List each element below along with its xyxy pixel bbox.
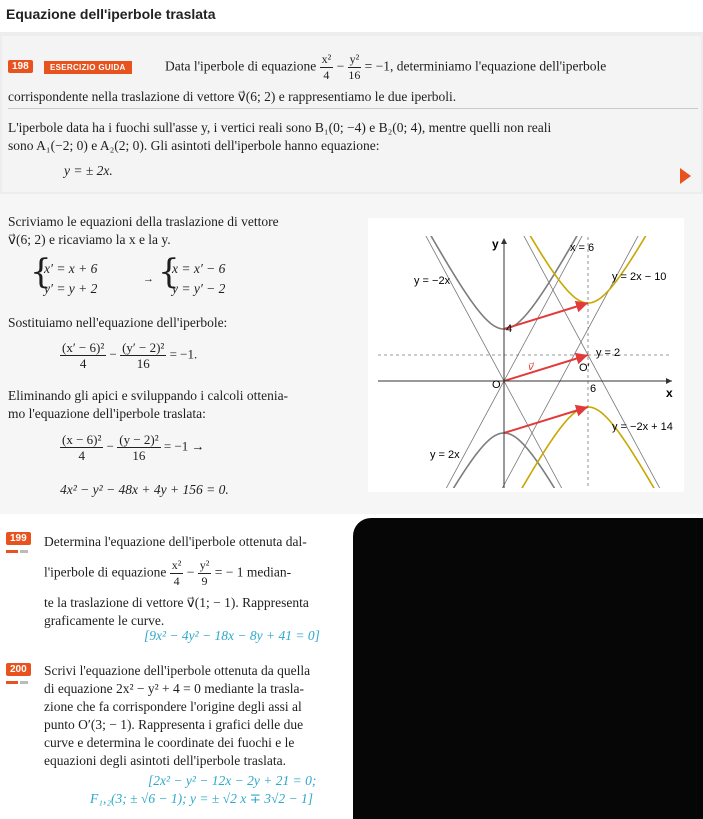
frac-den: 16	[132, 448, 146, 463]
difficulty-mark	[20, 681, 28, 684]
frac-num: (x − 6)²	[62, 432, 102, 447]
ex200-line2: di equazione 2x² − y² + 4 = 0 mediante la trasla-	[44, 681, 304, 696]
ex198-intro-a: Data l'iperbole di equazione	[165, 58, 317, 74]
solution-line1: Scriviamo le equazioni della traslazione di vettore	[8, 214, 279, 229]
minus-sign: −	[186, 564, 195, 580]
frac-den: 9	[201, 574, 208, 588]
eq2-rhs: = −1 →	[163, 438, 205, 454]
ex198-fraction-y	[348, 52, 362, 83]
eliminate-line1: Eliminando gli apici e sviluppando i calcoli ottenia-	[8, 388, 289, 403]
ex199-line4: graficamente le curve.	[44, 613, 165, 628]
system2-eq-b: y = y′ − 2	[172, 281, 226, 296]
ex200-line3: zione che fa corrispondere l'origine degli assi al	[44, 699, 302, 714]
fraction	[117, 432, 160, 463]
label-x6: x = 6	[570, 242, 595, 254]
frac-den: 4	[323, 68, 330, 82]
frac-den: 16	[136, 356, 150, 371]
label-origin: O	[492, 379, 501, 391]
ex199-line2-a: l'iperbole di equazione	[44, 564, 167, 580]
brace-left: {	[30, 252, 52, 292]
system1-eq-b: y′ = y + 2	[44, 281, 98, 296]
ex199-line2	[44, 558, 291, 589]
exercise-number-198: 198	[8, 60, 33, 73]
ex200-answer-2: F₁,₂(3; ± √6 − 1); y = ± √2 x ∓ 3√2 − 1]	[90, 791, 314, 806]
arrow-icon: →	[143, 273, 154, 285]
ex199-answer: [9x² − 4y² − 18x − 8y + 41 = 0]	[144, 628, 320, 643]
system2-eq-a: x = x′ − 6	[172, 261, 226, 276]
fraction	[60, 432, 103, 463]
eq1-rhs: = −1.	[169, 346, 198, 362]
minus-sign: −	[106, 438, 114, 454]
label-y: y	[492, 237, 499, 251]
difficulty-mark	[20, 550, 28, 553]
label-y2x: y = 2x	[430, 449, 460, 461]
label-ym2xp14: y = −2x + 14	[612, 421, 673, 433]
exercise-number-200: 200	[6, 663, 31, 676]
play-icon[interactable]	[680, 168, 691, 184]
frac-num: (y − 2)²	[119, 432, 159, 447]
ex198-p2-line2: sono A₁(−2; 0) e A₂(2; 0). Gli asintoti dell'iperbole hanno equazione:	[8, 138, 380, 153]
ex198-intro	[165, 52, 606, 83]
equation-1	[60, 340, 197, 371]
ex200-line5: curve e determina le coordinate dei fuochi e le	[44, 735, 295, 750]
ex199-line3: te la traslazione di vettore v⃗(1; − 1). Rappresenta	[44, 595, 309, 610]
exercise-number-199: 199	[6, 532, 31, 545]
fraction	[60, 340, 106, 371]
substitute-text: Sostituiamo nell'equazione dell'iperbole:	[8, 315, 228, 330]
label-y2xm10: y = 2x − 10	[612, 271, 667, 283]
ex200-line1: Scrivi l'equazione dell'iperbole ottenuta da quella	[44, 663, 311, 678]
ex198-asymptotes: y = ± 2x.	[64, 163, 113, 178]
difficulty-mark	[6, 681, 18, 684]
ex200-line4: punto O′(3; − 1). Rappresenta i grafici delle due	[44, 717, 304, 732]
ex198-p2-line1: L'iperbole data ha i fuochi sull'asse y, i vertici reali sono B₁(0; −4) e B₂(0; 4), mentre quelli non reali	[8, 120, 552, 135]
ex199-line2-b: = − 1 median-	[214, 564, 292, 580]
label-y2: y = 2	[596, 347, 621, 359]
solution-line2: v⃗(6; 2) e ricaviamo la x e la y.	[8, 232, 171, 247]
frac-num: x²	[171, 558, 182, 572]
label-origin-prime: O′	[579, 362, 590, 374]
difficulty-mark	[6, 550, 18, 553]
frac-num: (y′ − 2)²	[122, 340, 165, 355]
fraction	[170, 558, 184, 589]
ex199-line1: Determina l'equazione dell'iperbole ottenuta dal-	[44, 534, 307, 549]
frac-num: y²	[199, 558, 210, 572]
frac-den: 4	[173, 574, 180, 588]
frac-den: 16	[348, 68, 361, 82]
brace-right: {	[158, 252, 180, 292]
ex198-fraction-x	[320, 52, 334, 83]
black-overlay-panel	[353, 518, 703, 819]
hyperbola-graph	[368, 218, 684, 492]
final-equation: 4x² − y² − 48x + 4y + 156 = 0.	[60, 482, 229, 497]
exercise-guide-badge: ESERCIZIO GUIDA	[44, 61, 132, 74]
divider	[8, 108, 698, 109]
ex198-intro-b: = −1, determiniamo l'equazione dell'iperbole	[364, 58, 607, 74]
system1-eq-a: x′ = x + 6	[44, 261, 98, 276]
frac-den: 4	[78, 448, 85, 463]
minus-sign: −	[109, 346, 117, 362]
label-6: 6	[590, 383, 597, 395]
frac-num: y²	[349, 52, 360, 66]
label-vector: v⃗	[528, 362, 534, 373]
ex198-line2: corrispondente nella traslazione di vettore v⃗(6; 2) e rappresentiamo le due iperboli.	[8, 89, 457, 104]
minus-sign: −	[336, 58, 345, 74]
frac-den: 4	[79, 356, 87, 371]
page-title: Equazione dell'iperbole traslata	[6, 6, 216, 22]
equation-2	[60, 432, 205, 463]
fraction	[120, 340, 166, 371]
ex200-answer-1: [2x² − y² − 12x − 2y + 21 = 0;	[148, 773, 317, 788]
fraction	[198, 558, 212, 589]
label-x: x	[666, 386, 673, 400]
ex200-line6: equazioni degli asintoti dell'iperbole traslata.	[44, 753, 286, 768]
eliminate-line2: mo l'equazione dell'iperbole traslata:	[8, 406, 206, 421]
label-ym2x: y = −2x	[414, 275, 451, 287]
frac-num: (x′ − 6)²	[62, 340, 105, 355]
label-4: 4	[506, 323, 513, 335]
frac-num: x²	[321, 52, 332, 66]
